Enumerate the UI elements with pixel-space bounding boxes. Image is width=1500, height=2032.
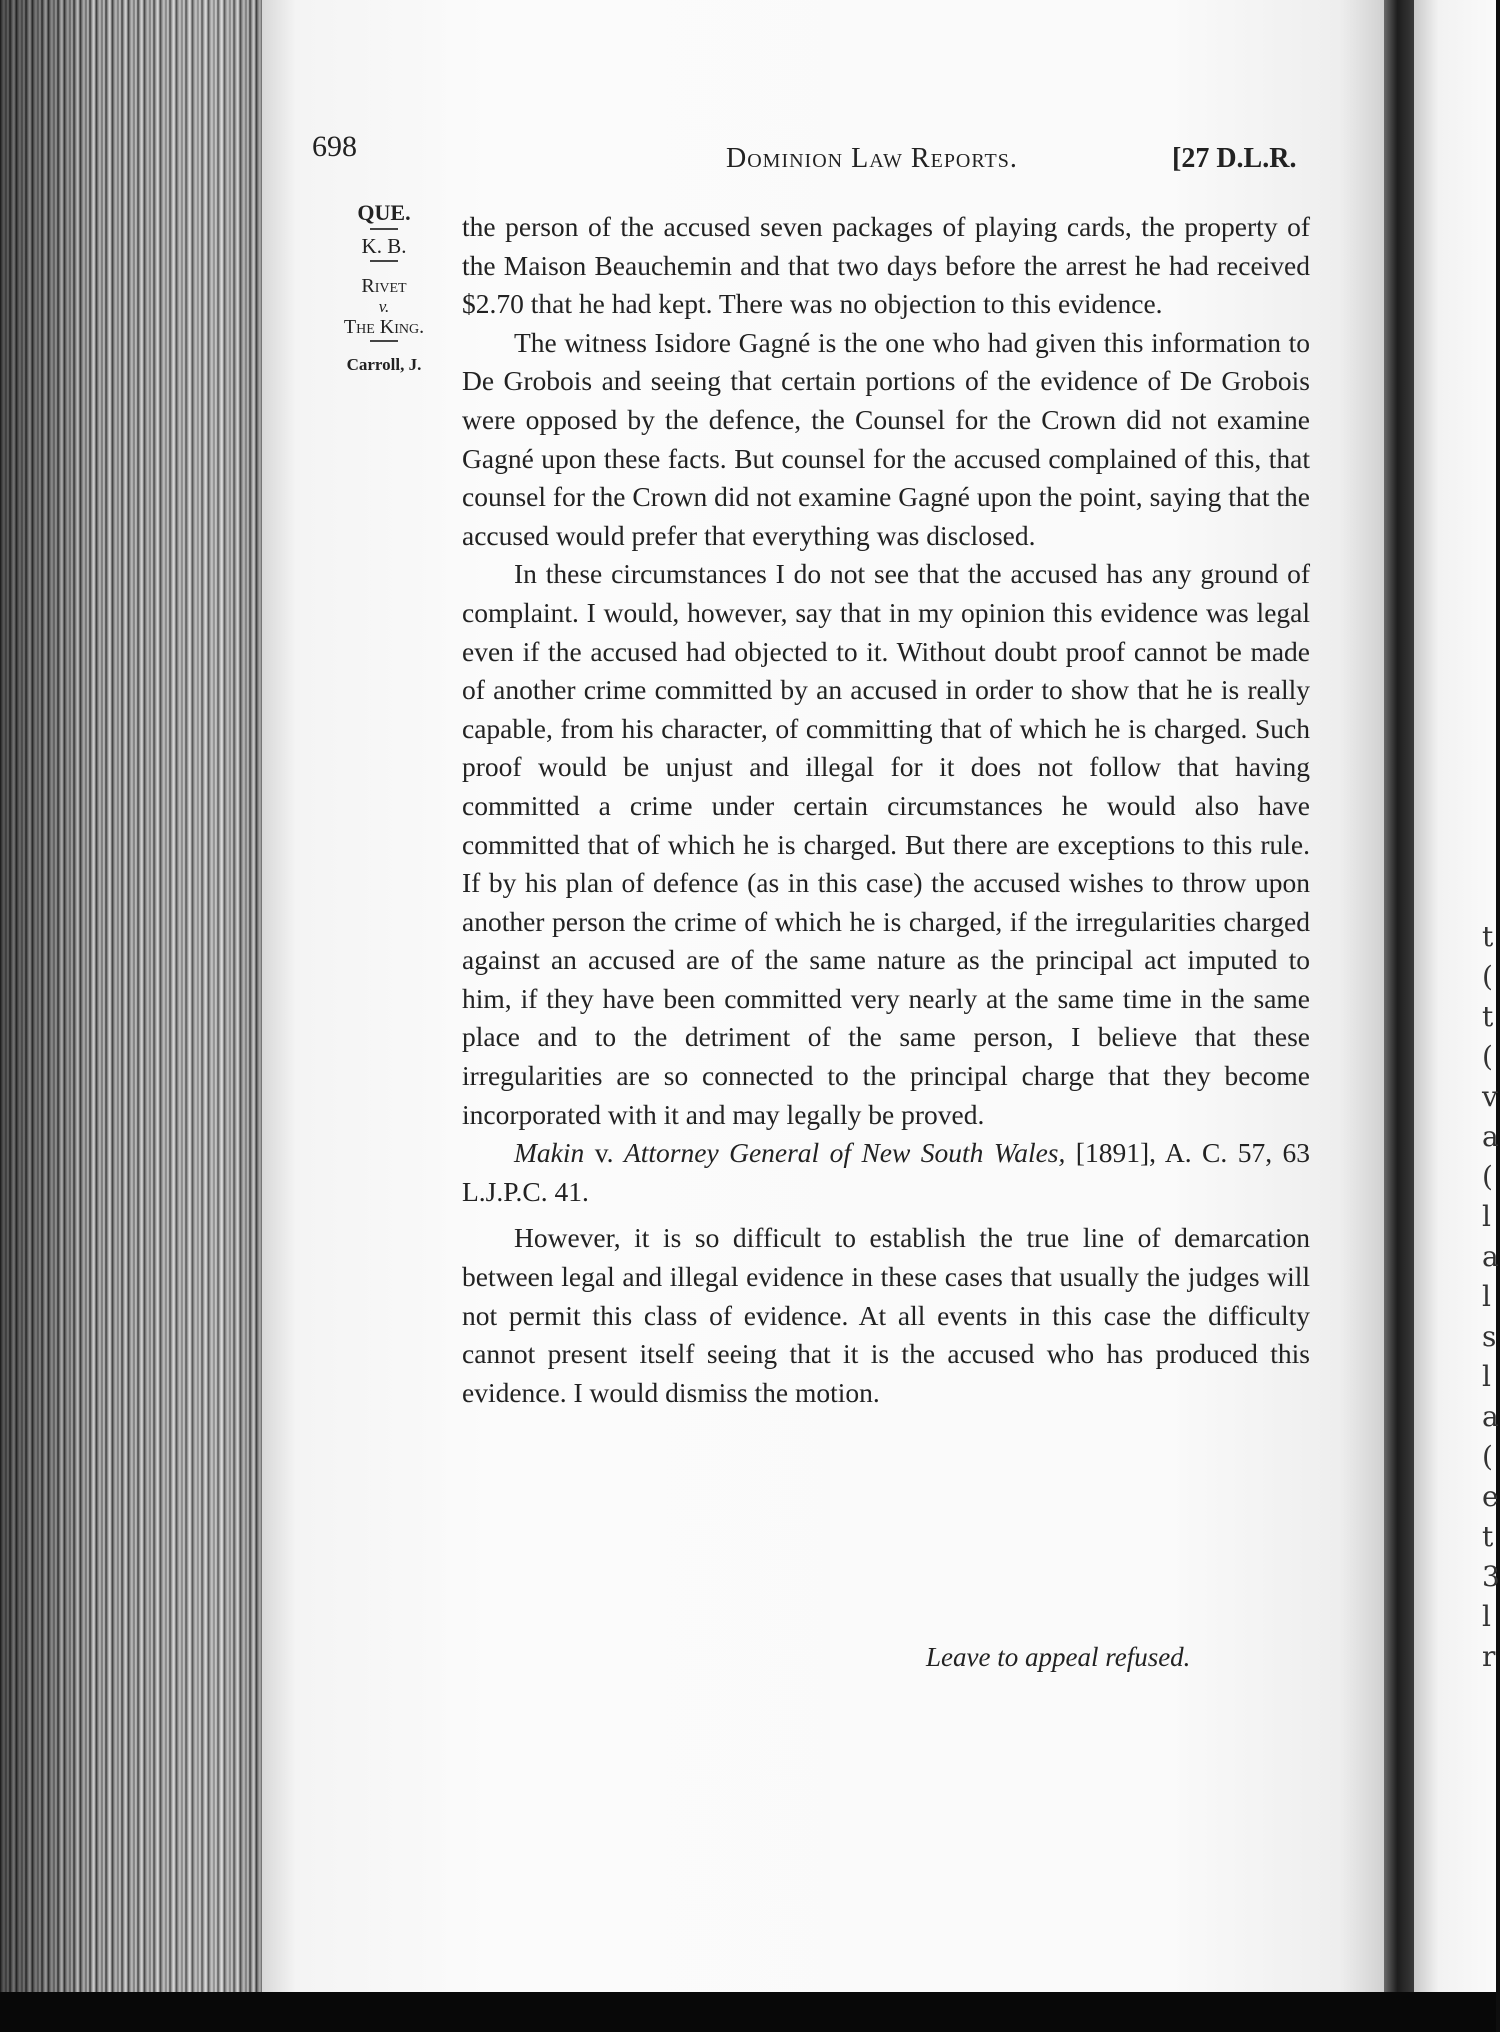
next-page-glyph: r [1482, 1640, 1496, 1673]
margin-sidenote [312, 202, 456, 373]
next-page-glyph: ( [1482, 1040, 1493, 1073]
citation-case-a: Makin [514, 1137, 585, 1169]
citation-versus: v. [584, 1137, 624, 1169]
citation-case-b: Attorney General of New South Wales, [623, 1137, 1066, 1169]
next-page-glyph: a [1482, 1240, 1499, 1273]
sidenote-court: K. B. [361, 234, 407, 258]
next-page-glyph: l [1482, 1200, 1491, 1233]
next-page-glyph: 3 [1482, 1560, 1500, 1593]
next-page-glyph: a [1482, 1400, 1499, 1433]
sidenote-rule [370, 260, 398, 262]
sidenote-rule [370, 228, 398, 230]
next-page-glyph: l [1482, 1280, 1491, 1313]
next-page-glyph: ( [1482, 960, 1493, 993]
next-page-glyph: ( [1482, 1160, 1493, 1193]
sidenote-party-1: Rivet [361, 275, 407, 297]
next-page-glyph: v [1482, 1080, 1498, 1113]
paragraph-circumstances: In these circumstances I do not see that the accused has any ground of complaint. I would, however, say that in my opinion this evidence was legal even if the accused had objected to it. Without doubt proof cannot be made of another crime committed by an accused in order to show that he is really capable, from his character, of committing that of which he is charged. Such proof would be unjust and illegal for it does not follow that having committed a crime under certain circumstances he would also have committed that of which he is charged. But there are exceptions to this rule. If by his plan of defence (as in this case) the accused wishes to throw upon another person the crime of which he is charged, if the irregularities charged against an accused are of the same nature as the principal act imputed to him, if they have been committed very nearly at the same time in the same place and to the detriment of the same person, I believe that these irregularities are so connected to the principal charge that they become incorporated with it and may legally be proved. [462, 558, 1310, 1130]
citation-reference: [1891], A. C. 57, 63 L.J.P.C. 41. [462, 1137, 1310, 1207]
scan-bottom-border [0, 1992, 1496, 2032]
judgment-text [462, 208, 1310, 1412]
next-page-glyph: t [1482, 1520, 1494, 1553]
next-page-glyph: a [1482, 1120, 1499, 1153]
next-page-glyph: l [1482, 1600, 1491, 1633]
book-gutter-shadow [1384, 0, 1414, 2032]
next-page-glyph: t [1482, 1000, 1494, 1033]
next-page-glyph: l [1482, 1360, 1491, 1393]
next-page-glyph: t [1482, 920, 1494, 953]
paragraph-continued: the person of the accused seven packages of playing cards, the property of the Maison Beauchemin and that two days before the arrest he had received $2.70 that he had kept. There was no objection to this evidence. [462, 211, 1310, 320]
paragraph-final: However, it is so difficult to establish the true line of demarcation between legal and illegal evidence in these cases that usually the judges will not permit this class of evidence. At all events in this case the difficulty cannot present itself seeing that it is the accused who has produced this evidence. I would dismiss the motion. [462, 1222, 1310, 1408]
next-page-glyph: e [1482, 1480, 1499, 1513]
volume-reference: [27 D.L.R. [1172, 143, 1297, 174]
next-page-glyph: ( [1482, 1440, 1493, 1473]
sidenote-judge: Carroll, J. [346, 355, 422, 374]
sidenote-rule [370, 340, 398, 342]
case-citation [462, 1134, 1310, 1211]
next-page-glyph: s [1482, 1320, 1497, 1353]
page-number: 698 [312, 130, 357, 163]
paragraph-witness: The witness Isidore Gagné is the one who had given this information to De Grobois and seeing that certain portions of the evidence of De Grobois were opposed by the defence, the Counsel for the Crown did not examine Gagné upon these facts. But counsel for the accused complained of this, that counsel for the Crown did not examine Gagné upon the point, saying that the accused would prefer that everything was disclosed. [462, 326, 1310, 551]
sidenote-jurisdiction: QUE. [357, 200, 411, 225]
running-title: Dominion Law Reports. [726, 143, 1018, 174]
book-page-edges [0, 0, 262, 2032]
sidenote-party-2: The King. [343, 316, 425, 338]
closing-disposition: Leave to appeal refused. [926, 1642, 1191, 1672]
sidenote-versus: v. [378, 297, 390, 316]
